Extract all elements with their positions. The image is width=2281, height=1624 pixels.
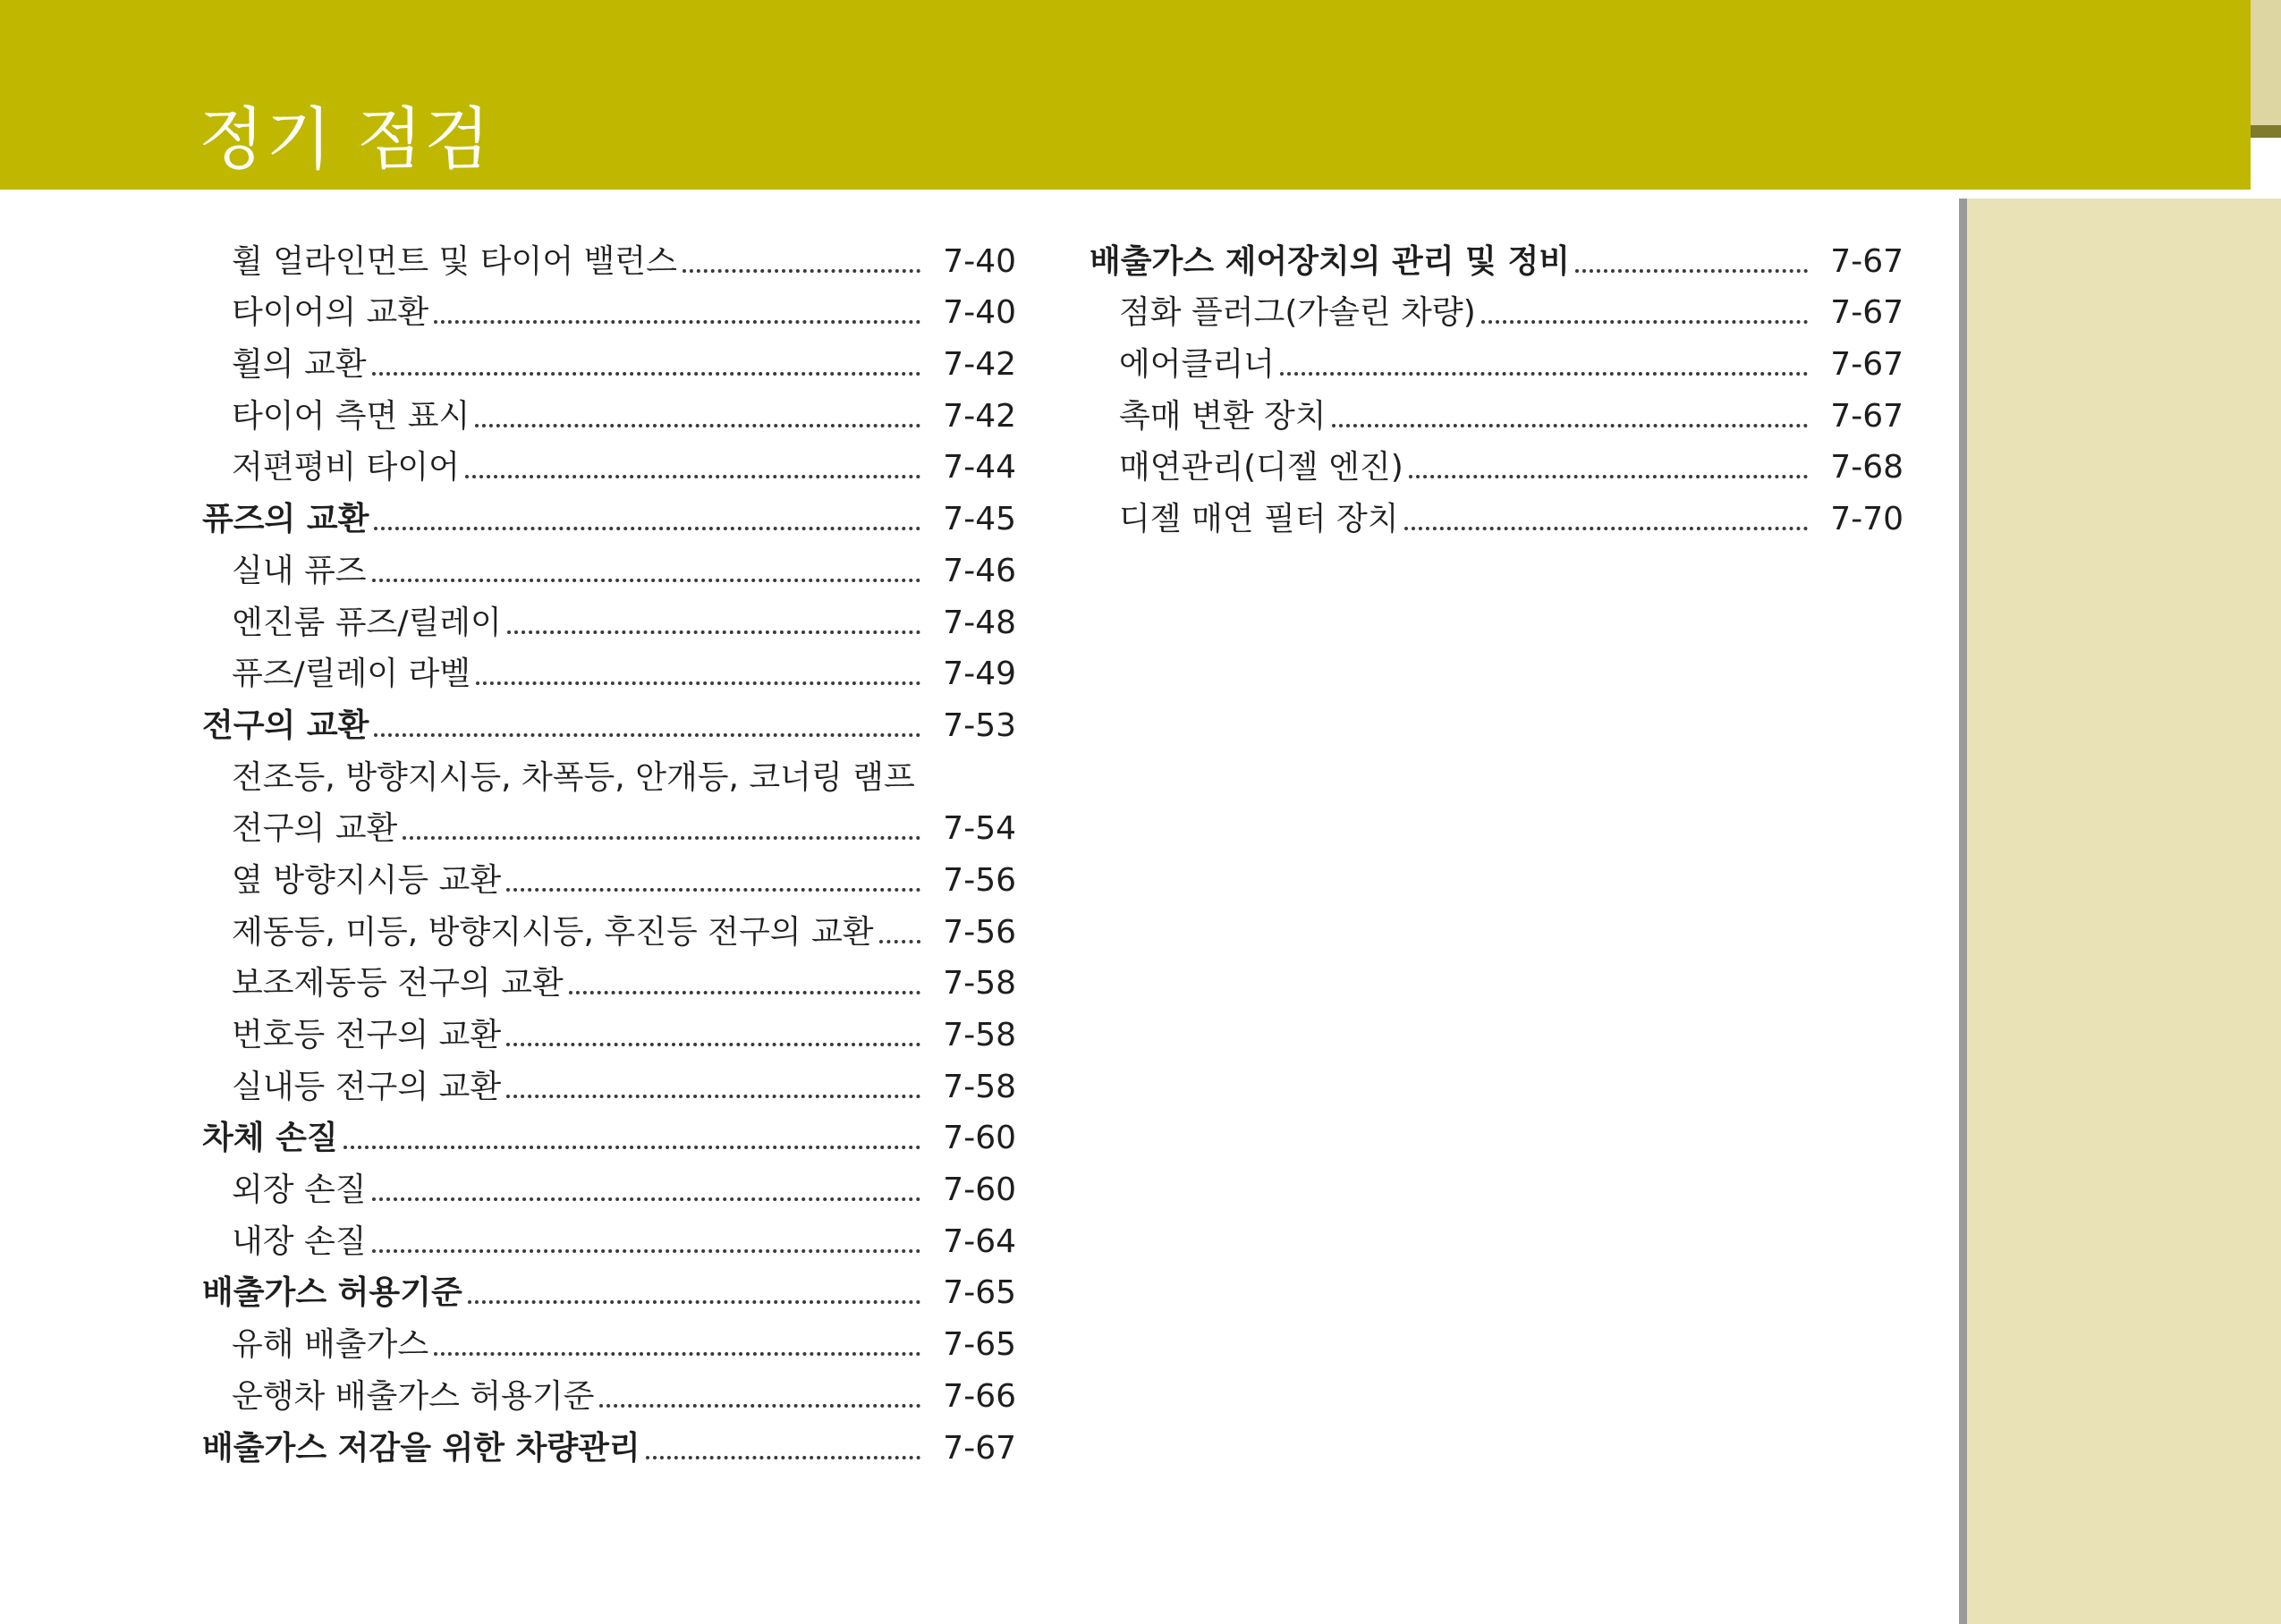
toc-page-number: 7-54 xyxy=(943,810,1016,848)
toc-entry-title: 타이어의 교환 xyxy=(232,294,429,332)
toc-entry[interactable] xyxy=(1090,436,1904,488)
toc-dot-leader xyxy=(372,1249,920,1253)
toc-page-number: 7-58 xyxy=(943,1068,1016,1105)
toc-entry[interactable] xyxy=(202,436,1016,488)
toc-dot-leader xyxy=(599,1404,920,1408)
toc-page-number: 7-42 xyxy=(943,397,1016,435)
toc-page-number: 7-65 xyxy=(943,1274,1016,1312)
toc-page-number: 7-67 xyxy=(1830,346,1904,384)
toc-page-number: 7-42 xyxy=(943,346,1016,384)
toc-entry-title: 배출가스 저감을 위한 차량관리 xyxy=(202,1429,640,1467)
toc-entry-title: 디젤 매연 필터 장치 xyxy=(1119,501,1399,538)
toc-page-number: 7-67 xyxy=(1830,294,1904,332)
toc-dot-leader xyxy=(507,630,920,634)
toc-entry[interactable] xyxy=(1090,282,1904,334)
toc-entry-title: 퓨즈의 교환 xyxy=(202,501,369,538)
toc-entry-title: 휠 얼라인먼트 및 타이어 밸런스 xyxy=(232,242,677,280)
toc-entry-title: 제동등, 미등, 방향지시등, 후진등 전구의 교환 xyxy=(232,913,874,951)
side-divider xyxy=(1959,199,1967,1624)
toc-dot-leader xyxy=(468,1300,920,1304)
toc-entry-title: 저편평비 타이어 xyxy=(232,449,460,486)
toc-entry-title: 운행차 배출가스 허용기준 xyxy=(232,1377,595,1415)
toc-page-number: 7-56 xyxy=(943,861,1016,899)
toc-entry[interactable] xyxy=(202,1158,1016,1210)
toc-entry[interactable] xyxy=(202,1055,1016,1107)
toc-dot-leader xyxy=(569,991,920,994)
toc-entry-title: 실내등 전구의 교환 xyxy=(232,1068,502,1105)
toc-entry-title: 휠의 교환 xyxy=(232,346,367,384)
toc-dot-leader xyxy=(1404,527,1808,530)
side-panel xyxy=(1959,199,2281,1624)
toc-page-number: 7-67 xyxy=(1830,242,1904,280)
toc-entry[interactable] xyxy=(202,539,1016,591)
toc-page-number: 7-58 xyxy=(943,1017,1016,1053)
toc-entry[interactable] xyxy=(202,282,1016,334)
toc-entry[interactable] xyxy=(202,746,1016,798)
toc-page-number: 7-70 xyxy=(1830,501,1904,538)
toc-entry[interactable] xyxy=(202,1003,1016,1055)
toc-page-number: 7-48 xyxy=(943,604,1016,641)
toc-page-number: 7-44 xyxy=(943,449,1016,486)
toc-page-number: 7-66 xyxy=(943,1377,1016,1415)
toc-entry-title: 번호등 전구의 교환 xyxy=(232,1017,502,1053)
toc-entry-title: 전구의 교환 xyxy=(232,810,398,848)
toc-entry-title: 내장 손질 xyxy=(232,1222,367,1260)
toc-page-number: 7-58 xyxy=(943,965,1016,1002)
toc-entry[interactable] xyxy=(202,643,1016,695)
toc-page-number: 7-45 xyxy=(943,501,1016,538)
toc-page-number: 7-49 xyxy=(943,656,1016,693)
toc-section-entry[interactable] xyxy=(202,1417,1016,1468)
toc-entry-title: 유해 배출가스 xyxy=(232,1326,429,1364)
toc-dot-leader xyxy=(1332,424,1808,427)
toc-dot-leader xyxy=(506,1043,920,1046)
toc-page-number: 7-67 xyxy=(943,1429,1016,1467)
toc-page-number: 7-53 xyxy=(943,706,1016,744)
toc-section-entry[interactable] xyxy=(202,487,1016,539)
toc-section-entry[interactable] xyxy=(202,694,1016,746)
toc-entry-title: 매연관리(디젤 엔진) xyxy=(1119,449,1403,486)
toc-entry-title: 에어클리너 xyxy=(1119,346,1275,384)
toc-entry-title: 퓨즈/릴레이 라벨 xyxy=(232,656,471,693)
toc-entry-title: 촉매 변환 장치 xyxy=(1119,397,1327,435)
toc-dot-leader xyxy=(683,269,920,273)
toc-entry[interactable] xyxy=(202,798,1016,850)
toc-entry[interactable] xyxy=(1090,487,1904,539)
toc-dot-leader xyxy=(434,320,920,324)
toc-entry-title: 타이어 측면 표시 xyxy=(232,397,471,435)
toc-dot-leader xyxy=(506,1095,920,1098)
toc-entry-title: 외장 손질 xyxy=(232,1171,367,1209)
toc-page-number: 7-65 xyxy=(943,1326,1016,1364)
toc-section-entry[interactable] xyxy=(202,1107,1016,1159)
toc-dot-leader xyxy=(1481,320,1808,324)
toc-dot-leader xyxy=(374,733,920,737)
toc-dot-leader xyxy=(646,1456,920,1459)
toc-dot-leader xyxy=(372,1197,920,1201)
toc-dot-leader xyxy=(1280,372,1808,376)
toc-entry[interactable] xyxy=(202,333,1016,385)
toc-entry-title: 배출가스 허용기준 xyxy=(202,1274,462,1312)
toc-entry[interactable] xyxy=(202,952,1016,1004)
chapter-header-bar xyxy=(0,0,2251,190)
toc-entry-title: 엔진룸 퓨즈/릴레이 xyxy=(232,604,502,641)
toc-section-entry[interactable] xyxy=(202,1262,1016,1314)
toc-page-number: 7-40 xyxy=(943,294,1016,332)
toc-page-number: 7-60 xyxy=(943,1120,1016,1157)
toc-left-column xyxy=(202,230,1016,1468)
toc-dot-leader xyxy=(476,681,920,685)
toc-entry[interactable] xyxy=(202,385,1016,436)
toc-entry-title: 보조제동등 전구의 교환 xyxy=(232,965,564,1002)
toc-entry-title: 전구의 교환 xyxy=(202,706,369,744)
toc-dot-leader xyxy=(343,1146,920,1149)
toc-right-column xyxy=(1090,230,1904,539)
toc-page-number: 7-46 xyxy=(943,552,1016,589)
toc-dot-leader xyxy=(465,475,920,478)
edge-tab xyxy=(2251,0,2281,125)
toc-dot-leader xyxy=(506,888,920,892)
toc-dot-leader xyxy=(374,527,920,530)
chapter-title: 정기 점검 xyxy=(199,99,492,179)
toc-page-number: 7-60 xyxy=(943,1171,1016,1209)
toc-dot-leader xyxy=(372,372,920,376)
toc-page-number: 7-40 xyxy=(943,242,1016,280)
toc-dot-leader xyxy=(434,1352,920,1356)
toc-entry[interactable] xyxy=(1090,333,1904,385)
edge-tab-line xyxy=(2251,125,2281,138)
toc-dot-leader xyxy=(403,836,920,840)
toc-entry[interactable] xyxy=(202,1365,1016,1417)
toc-entry[interactable] xyxy=(202,230,1016,282)
toc-dot-leader xyxy=(372,579,920,582)
toc-entry[interactable] xyxy=(202,849,1016,901)
toc-entry-title: 옆 방향지시등 교환 xyxy=(232,861,502,899)
toc-entry[interactable] xyxy=(202,591,1016,643)
toc-page-number: 7-56 xyxy=(943,913,1016,951)
toc-page-number: 7-67 xyxy=(1830,397,1904,435)
toc-dot-leader xyxy=(1575,269,1808,273)
toc-section-entry[interactable] xyxy=(1090,230,1904,282)
toc-entry[interactable] xyxy=(202,1313,1016,1365)
toc-dot-leader xyxy=(475,424,920,427)
toc-entry-title: 차체 손질 xyxy=(202,1120,338,1157)
toc-dot-leader xyxy=(1409,475,1808,478)
toc-page-number: 7-68 xyxy=(1830,449,1904,486)
toc-page-number: 7-64 xyxy=(943,1222,1016,1260)
toc-dot-leader xyxy=(879,940,920,943)
toc-entry-title: 전조등, 방향지시등, 차폭등, 안개등, 코너링 램프 xyxy=(232,758,915,796)
toc-entry[interactable] xyxy=(1090,385,1904,436)
toc-entry-title: 배출가스 제어장치의 관리 및 정비 xyxy=(1090,242,1570,280)
toc-entry-title: 실내 퓨즈 xyxy=(232,552,367,589)
toc-entry[interactable] xyxy=(202,901,1016,952)
toc-entry[interactable] xyxy=(202,1210,1016,1262)
toc-entry-title: 점화 플러그(가솔린 차량) xyxy=(1119,294,1476,332)
